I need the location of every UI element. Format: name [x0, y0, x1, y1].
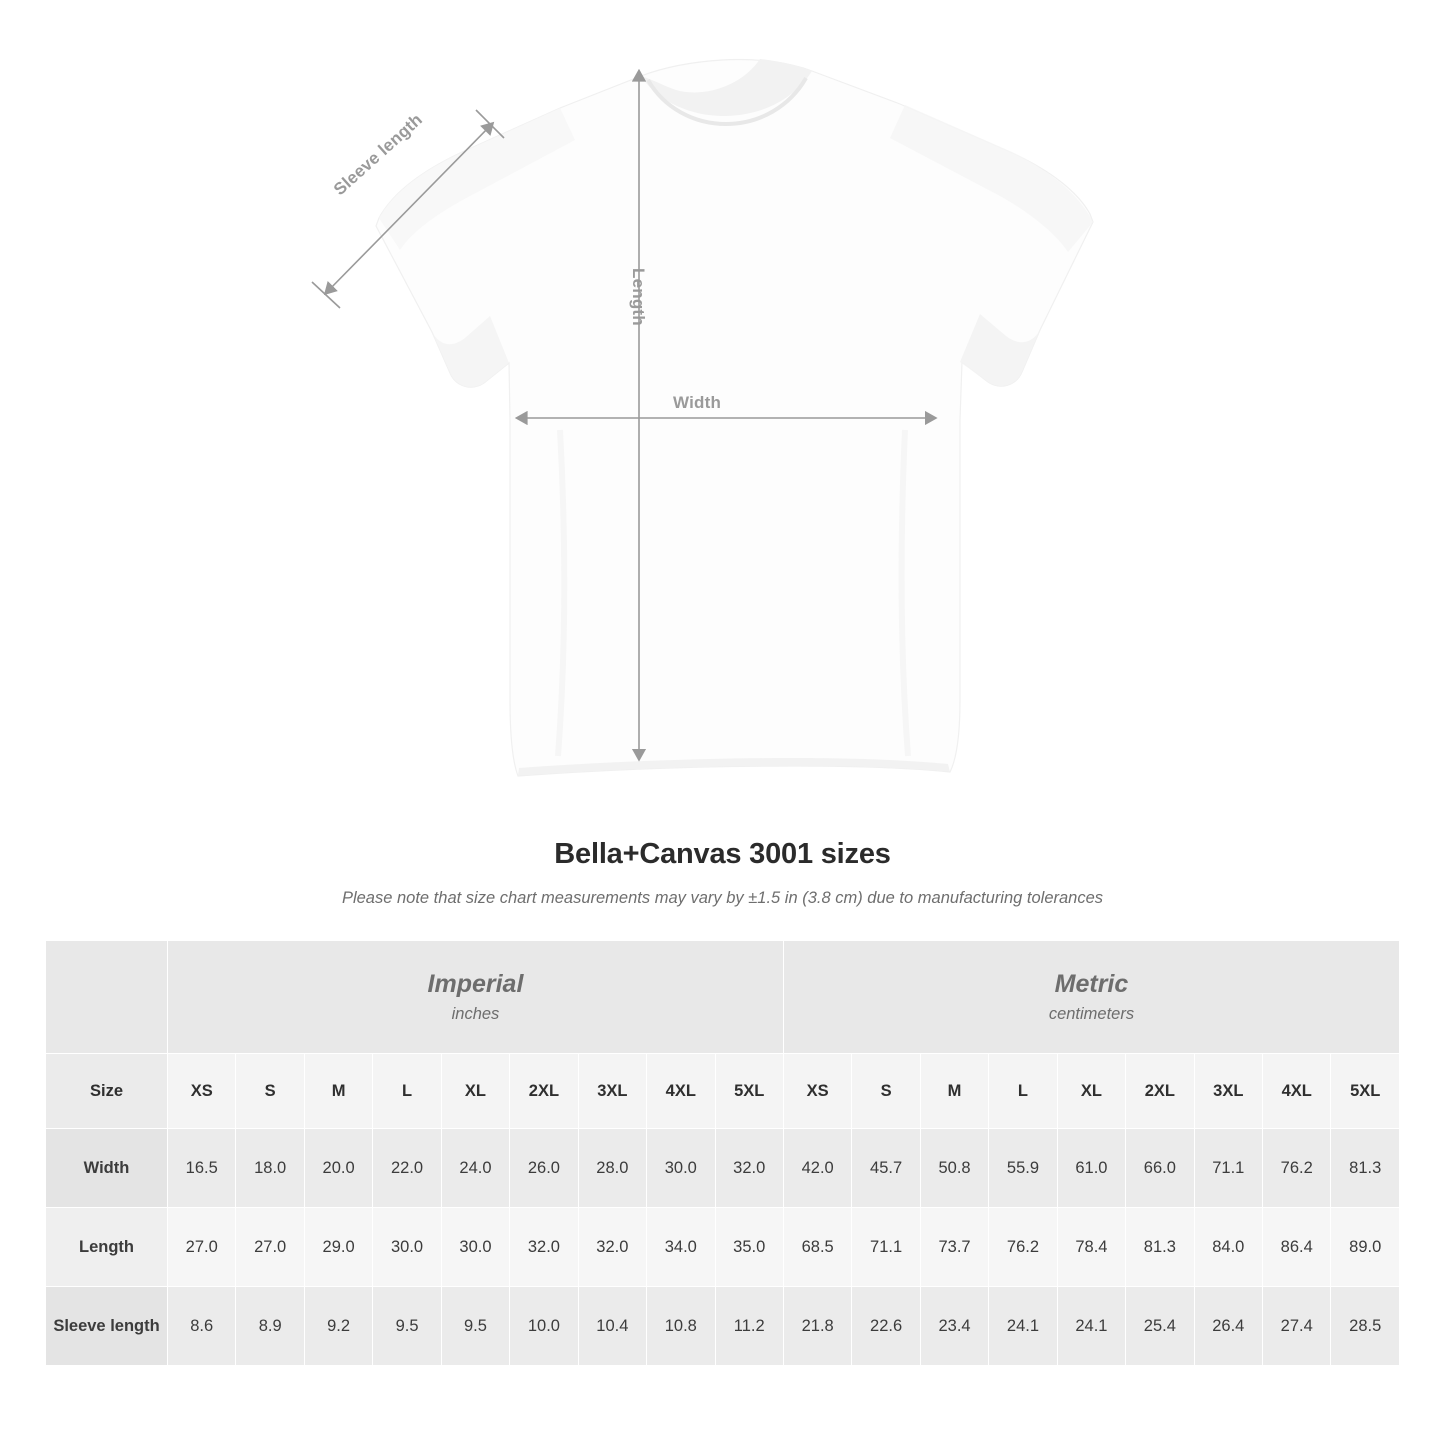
cell-length-in-xl: 30.0: [441, 1208, 509, 1287]
size-header-imperial-2xl: 2XL: [510, 1054, 578, 1129]
cell-sleeve-cm-xl: 24.1: [1057, 1287, 1125, 1366]
metric-system-label: Metric: [1054, 969, 1129, 998]
table-row-length: [46, 1208, 1400, 1287]
cell-width-cm-3xl: 71.1: [1194, 1129, 1262, 1208]
unit-system-header-row: [46, 941, 1400, 1054]
table-row-width: [46, 1129, 1400, 1208]
width-label: Width: [673, 393, 722, 412]
size-header-imperial-s: S: [236, 1054, 304, 1129]
row-label-sleeve-length: Sleeve length: [46, 1287, 168, 1366]
cell-width-in-xs: 16.5: [168, 1129, 236, 1208]
imperial-unit-label: inches: [451, 1005, 500, 1024]
cell-sleeve-in-l: 9.5: [373, 1287, 441, 1366]
size-header-imperial-5xl: 5XL: [715, 1054, 783, 1129]
size-header-metric-l: L: [989, 1054, 1057, 1129]
cell-length-in-m: 29.0: [304, 1208, 372, 1287]
cell-sleeve-cm-xs: 21.8: [783, 1287, 851, 1366]
row-label-length: Length: [46, 1208, 168, 1287]
cell-length-cm-2xl: 81.3: [1126, 1208, 1194, 1287]
cell-width-in-l: 22.0: [373, 1129, 441, 1208]
sleeve-length-label: Sleeve length: [330, 109, 427, 200]
cell-length-in-s: 27.0: [236, 1208, 304, 1287]
cell-sleeve-in-xl: 9.5: [441, 1287, 509, 1366]
cell-sleeve-in-3xl: 10.4: [578, 1287, 646, 1366]
cell-width-in-3xl: 28.0: [578, 1129, 646, 1208]
size-header-metric-4xl: 4XL: [1263, 1054, 1331, 1129]
cell-width-cm-s: 45.7: [852, 1129, 920, 1208]
cell-sleeve-in-m: 9.2: [304, 1287, 372, 1366]
cell-sleeve-in-5xl: 11.2: [715, 1287, 783, 1366]
cell-length-cm-5xl: 89.0: [1331, 1208, 1400, 1287]
size-row-label: Size: [46, 1054, 168, 1129]
cell-sleeve-cm-2xl: 25.4: [1126, 1287, 1194, 1366]
cell-length-cm-4xl: 86.4: [1263, 1208, 1331, 1287]
cell-width-cm-l: 55.9: [989, 1129, 1057, 1208]
size-header-metric-5xl: 5XL: [1331, 1054, 1400, 1129]
cell-width-cm-xs: 42.0: [783, 1129, 851, 1208]
cell-length-cm-l: 76.2: [989, 1208, 1057, 1287]
row-label-width: Width: [46, 1129, 168, 1208]
cell-length-in-xs: 27.0: [168, 1208, 236, 1287]
cell-length-in-5xl: 35.0: [715, 1208, 783, 1287]
size-header-imperial-4xl: 4XL: [647, 1054, 715, 1129]
cell-sleeve-in-s: 8.9: [236, 1287, 304, 1366]
cell-width-in-xl: 24.0: [441, 1129, 509, 1208]
cell-width-in-s: 18.0: [236, 1129, 304, 1208]
cell-sleeve-cm-m: 23.4: [920, 1287, 988, 1366]
cell-width-cm-m: 50.8: [920, 1129, 988, 1208]
cell-sleeve-in-xs: 8.6: [168, 1287, 236, 1366]
cell-width-cm-xl: 61.0: [1057, 1129, 1125, 1208]
cell-width-in-5xl: 32.0: [715, 1129, 783, 1208]
size-header-metric-m: M: [920, 1054, 988, 1129]
metric-unit-label: centimeters: [1048, 1005, 1135, 1024]
cell-width-in-4xl: 30.0: [647, 1129, 715, 1208]
page-title: Bella+Canvas 3001 sizes: [554, 838, 891, 870]
cell-sleeve-in-4xl: 10.8: [647, 1287, 715, 1366]
length-label: Length: [629, 268, 648, 326]
size-header-imperial-xl: XL: [441, 1054, 509, 1129]
tolerance-note: Please note that size chart measurements may vary by ±1.5 in (3.8 cm) due to manufacturing tolerances: [341, 889, 1104, 907]
cell-length-cm-xs: 68.5: [783, 1208, 851, 1287]
size-chart-table-wrapper: [45, 940, 1400, 1366]
cell-sleeve-in-2xl: 10.0: [510, 1287, 578, 1366]
size-header-metric-xl: XL: [1057, 1054, 1125, 1129]
size-chart-table: [45, 940, 1400, 1366]
cell-sleeve-cm-l: 24.1: [989, 1287, 1057, 1366]
cell-length-in-3xl: 32.0: [578, 1208, 646, 1287]
cell-length-in-4xl: 34.0: [647, 1208, 715, 1287]
imperial-system-label: Imperial: [427, 969, 524, 998]
cell-width-cm-2xl: 66.0: [1126, 1129, 1194, 1208]
cell-width-in-m: 20.0: [304, 1129, 372, 1208]
cell-width-in-2xl: 26.0: [510, 1129, 578, 1208]
cell-width-cm-4xl: 76.2: [1263, 1129, 1331, 1208]
size-header-metric-xs: XS: [783, 1054, 851, 1129]
cell-length-cm-m: 73.7: [920, 1208, 988, 1287]
cell-length-in-l: 30.0: [373, 1208, 441, 1287]
cell-width-cm-5xl: 81.3: [1331, 1129, 1400, 1208]
cell-sleeve-cm-3xl: 26.4: [1194, 1287, 1262, 1366]
cell-sleeve-cm-5xl: 28.5: [1331, 1287, 1400, 1366]
cell-length-cm-s: 71.1: [852, 1208, 920, 1287]
cell-sleeve-cm-4xl: 27.4: [1263, 1287, 1331, 1366]
size-header-imperial-xs: XS: [168, 1054, 236, 1129]
cell-length-in-2xl: 32.0: [510, 1208, 578, 1287]
size-header-metric-3xl: 3XL: [1194, 1054, 1262, 1129]
size-header-imperial-l: L: [373, 1054, 441, 1129]
corner-cell: [46, 941, 168, 1054]
size-header-metric-s: S: [852, 1054, 920, 1129]
size-header-metric-2xl: 2XL: [1126, 1054, 1194, 1129]
table-row-sleeve-length: [46, 1287, 1400, 1366]
size-header-row: [46, 1054, 1400, 1129]
metric-header-cell: [783, 941, 1399, 1054]
cell-length-cm-xl: 78.4: [1057, 1208, 1125, 1287]
cell-sleeve-cm-s: 22.6: [852, 1287, 920, 1366]
imperial-header-cell: [168, 941, 784, 1054]
size-header-imperial-3xl: 3XL: [578, 1054, 646, 1129]
cell-length-cm-3xl: 84.0: [1194, 1208, 1262, 1287]
size-header-imperial-m: M: [304, 1054, 372, 1129]
